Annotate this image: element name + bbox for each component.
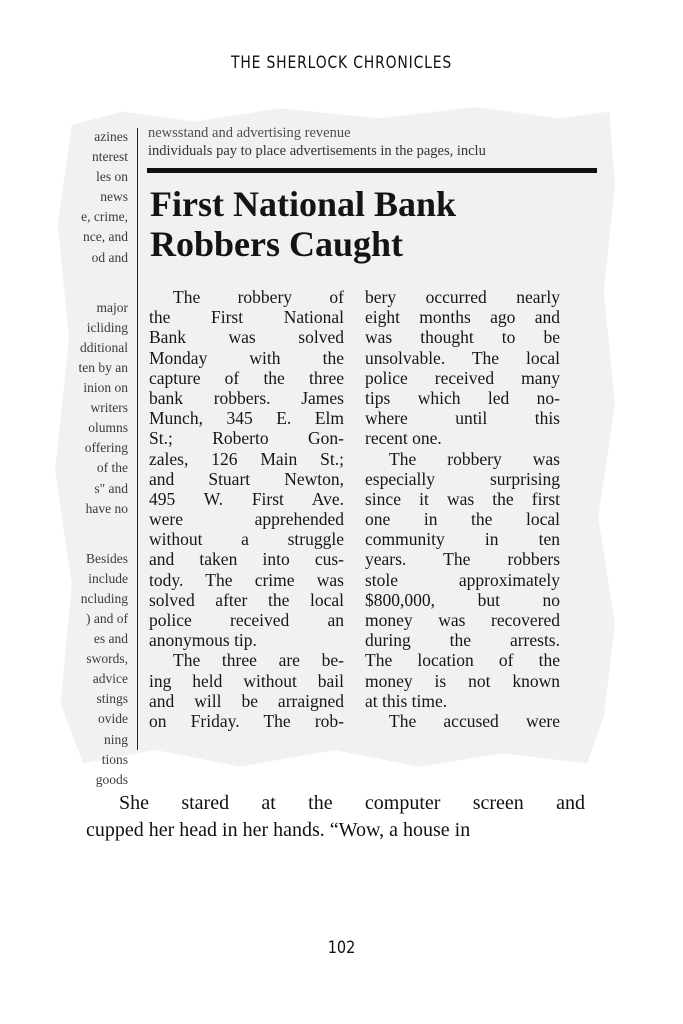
article-line: at this time. — [365, 690, 448, 711]
fragment-line: goods — [95, 771, 128, 787]
article-line: Monday with the — [149, 347, 344, 368]
fragment-line: offering — [84, 440, 128, 456]
article-line: without a struggle — [149, 529, 344, 550]
article-line: tips which led no- — [365, 387, 560, 408]
article-line: where until this — [365, 408, 560, 429]
fragment-line: tions — [101, 751, 128, 767]
previous-text-line: individuals pay to place advertisements in the pages, inclu — [148, 143, 486, 159]
article-line: The three are be- — [173, 650, 344, 671]
article-line: the First National — [149, 307, 344, 328]
article-line: 495 W. First Ave. — [149, 488, 344, 509]
fragment-line: ) and of — [86, 610, 128, 626]
article-column-right — [365, 287, 560, 731]
article-line: bank robbers. James — [149, 387, 344, 408]
left-column-fragments — [62, 127, 128, 790]
fragment-line: include — [88, 570, 128, 586]
article-line: was thought to be — [365, 327, 560, 348]
article-line: stole approximately — [365, 569, 560, 590]
article-line: tody. The crime was — [149, 569, 344, 590]
fragment-line: nterest — [92, 149, 128, 165]
fragment-line: icliding — [86, 319, 128, 335]
article-line: The accused were — [389, 710, 560, 731]
fragment-line: olumns — [88, 420, 128, 436]
fragment-line: ovide — [98, 711, 128, 727]
article-line: The robbery of — [173, 287, 344, 307]
column-rule — [137, 128, 138, 750]
fragment-line: les on — [96, 169, 128, 185]
fragment-line: writers — [90, 400, 128, 416]
article-line: money was recovered — [365, 610, 560, 630]
article-line: and will be arraigned — [149, 690, 344, 711]
article-line: police received many — [365, 367, 560, 388]
fragment-line: advice — [92, 671, 128, 687]
body-line: She stared at the computer screen and — [119, 792, 585, 814]
article-line: money is not known — [365, 670, 560, 691]
article-line: and Stuart Newton, — [149, 468, 344, 489]
fragment-line: es and — [93, 631, 128, 647]
fragment-line — [62, 268, 128, 298]
fragment-line: dditional — [80, 339, 128, 355]
article-headline — [150, 184, 590, 264]
fragment-line: nce, and — [83, 229, 128, 245]
previous-article-text — [148, 124, 578, 160]
article-line: St.; Roberto Gon- — [149, 428, 344, 449]
fragment-line — [62, 519, 128, 549]
article-column-left — [149, 287, 344, 731]
article-line: bery occurred nearly — [365, 287, 560, 307]
headline-line: Robbers Caught — [150, 224, 404, 264]
fragment-line: stings — [96, 691, 128, 707]
fragment-line: e, crime, — [81, 209, 128, 225]
body-paragraph — [86, 790, 585, 844]
fragment-line: azines — [94, 129, 128, 144]
article-line: Bank was solved — [149, 327, 344, 348]
fragment-line: news — [100, 189, 128, 205]
article-line: Munch, 345 E. Elm — [149, 408, 344, 429]
article-line: The robbery was — [389, 448, 560, 469]
article-line: one in the local — [365, 509, 560, 530]
fragment-line: ning — [103, 731, 128, 747]
article-line: police received an — [149, 610, 344, 630]
fragment-line: s" and — [94, 480, 128, 496]
previous-text-line: newsstand and advertising revenue — [148, 125, 351, 141]
fragment-line: swords, — [86, 651, 128, 667]
article-line: The location of the — [365, 650, 560, 671]
article-line: especially surprising — [365, 468, 560, 489]
page-number: 102 — [327, 938, 356, 958]
headline-rule — [147, 168, 597, 173]
fragment-line: Besides — [86, 550, 128, 566]
article-line: on Friday. The rob- — [149, 710, 344, 731]
article-line: years. The robbers — [365, 549, 560, 570]
article-line: zales, 126 Main St.; — [149, 448, 344, 469]
article-line: capture of the three — [149, 367, 344, 388]
body-line: cupped her head in her hands. “Wow, a house in — [86, 819, 471, 841]
fragment-line: ten by an — [78, 359, 128, 375]
fragment-line: od and — [91, 249, 128, 265]
article-line: eight months ago and — [365, 307, 560, 328]
article-line: ing held without bail — [149, 670, 344, 691]
article-line: unsolvable. The local — [365, 347, 560, 368]
article-line: community in ten — [365, 529, 560, 550]
article-line: anonymous tip. — [149, 630, 257, 651]
article-line: since it was the first — [365, 488, 560, 509]
fragment-line: have no — [85, 500, 128, 516]
headline-line: First National Bank — [150, 184, 457, 224]
article-line: were apprehended — [149, 509, 344, 530]
fragment-line: ncluding — [80, 590, 128, 606]
fragment-line: inion on — [83, 380, 128, 396]
fragment-line: of the — [96, 460, 128, 476]
article-line: $800,000, but no — [365, 589, 560, 610]
article-line: recent one. — [365, 428, 442, 449]
article-line: solved after the local — [149, 589, 344, 610]
fragment-line: major — [96, 299, 128, 315]
article-line: during the arrests. — [365, 630, 560, 651]
running-head: THE SHERLOCK CHRONICLES — [230, 53, 453, 73]
article-line: and taken into cus- — [149, 549, 344, 570]
